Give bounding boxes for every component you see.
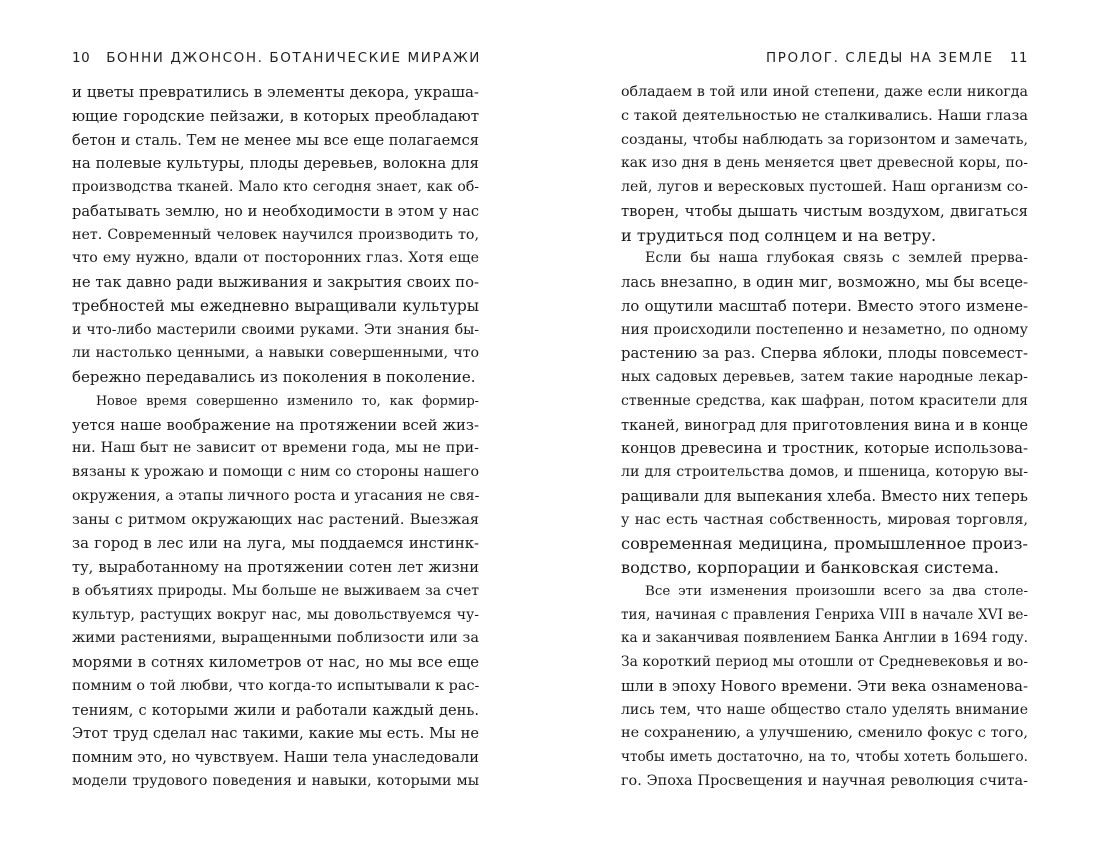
text-line: вязаны к урожаю и помощи с ним со стороны нашего [72, 464, 479, 480]
text-line: не сохранению, а улучшению, сменило фокус с того, [621, 725, 1028, 742]
text-line: творен, чтобы дышать чистым воздухом, двигаться [621, 202, 1028, 220]
text-line: ту, выработанному на протяжении сотен лет жизни [72, 559, 479, 576]
text-line: ращивали для выпекания хлеба. Вместо них теперь [621, 487, 1028, 505]
text-line: что ему нужно, вдали от посторонних глаз. Хотя еще [72, 250, 479, 267]
text-line: ли для строительства домов, и пшеница, которую вы- [621, 464, 1028, 480]
text-line: жими растениями, выращенными поблизости или за [72, 630, 479, 647]
text-line: рабатывать землю, но и необходимости в этом у нас [72, 202, 479, 220]
text-line: Новое время совершенно изменило то, как формир- [96, 393, 479, 409]
text-line: культур, растущих вокруг нас, мы довольствуемся чу- [72, 606, 479, 623]
text-line: у нас есть частная собственность, мировая торговля, [621, 511, 1028, 528]
text-line: и цветы превратились в элементы декора, украша- [72, 83, 479, 101]
right-page-text [621, 81, 1028, 794]
page-number-right: 11 [1009, 50, 1028, 66]
text-line: растению за раз. Сперва яблоки, плоды повсемест- [621, 345, 1028, 363]
text-line: шли в эпоху Нового времени. Эти века ознаменова- [621, 677, 1028, 695]
text-line: бетон и сталь. Тем не менее мы все еще полагаемся [72, 131, 479, 149]
running-head-title-left: БОННИ ДЖОНСОН. БОТАНИЧЕСКИЕ МИРАЖИ [106, 50, 481, 66]
text-line: на полевые культуры, плоды деревьев, волокна для [72, 155, 479, 173]
text-line: заны с ритмом окружающих нас растений. Выезжая [72, 511, 479, 528]
text-line: бережно передавались из поколения в поколение. [72, 368, 476, 386]
text-line: За короткий период мы отошли от Средневековья и во- [621, 654, 1028, 670]
text-line: концов древесина и тростник, которые использова- [621, 440, 1028, 458]
left-page-text [72, 81, 479, 794]
text-line: помним это, но чувствуем. Наши тела унаследовали [72, 749, 480, 766]
running-head-left [72, 49, 479, 67]
text-line: ло ощутили масштаб потери. Вместо этого измене- [621, 297, 1028, 315]
text-line: помним о той любви, что когда-то испытывали к рас- [72, 677, 480, 694]
text-line: как изо дня в день меняется цвет древесной коры, по- [621, 155, 1028, 172]
text-line: лась внезапно, в один миг, возможно, мы бы всеце- [621, 274, 1028, 291]
text-line: созданы, чтобы наблюдать за горизонтом и замечать, [621, 131, 1028, 148]
text-line: производства тканей. Мало кто сегодня знает, как об- [72, 179, 479, 195]
text-line: тениям, с которыми жили и работали каждый день. [72, 701, 479, 719]
text-line: обладаем в той или иной степени, даже если никогда [621, 84, 1028, 100]
text-line: окружения, а этапы личного роста и угасания не свя- [72, 487, 480, 504]
text-line: и трудиться под солнцем и на ветру. [621, 225, 937, 245]
text-line: требностей мы ежедневно выращивали культуры [72, 296, 479, 315]
text-line: ющие городские пейзажи, в которых преобладают [72, 106, 479, 125]
text-line: ственные средства, как шафран, потом красители для [621, 392, 1028, 409]
text-line: водство, корпорации и банковская система. [621, 558, 1000, 577]
text-line: за город в лес или на луга, мы поддаемся инстинк- [72, 535, 479, 553]
text-line: нет. Современный человек научился производить то, [72, 226, 479, 243]
text-line: лись тем, что наше общество стало уделять внимание [621, 701, 1028, 718]
text-line: современная медицина, промышленное произ- [621, 534, 1028, 554]
text-line: го. Эпоха Просвещения и научная революция счита- [621, 772, 1028, 789]
text-line: ния происходили постепенно и незаметно, по одному [621, 321, 1028, 338]
text-line: лей, лугов и вересковых пустошей. Наш организм со- [621, 179, 1028, 195]
text-line: с такой деятельностью не сталкивались. Наши глаза [621, 107, 1028, 124]
text-line: ных садовых деревьев, затем такие народные лекар- [621, 369, 1028, 385]
text-line: модели трудового поведения и навыки, которыми мы [72, 772, 479, 789]
text-line: ка и заканчивая появлением Банка Англии в 1694 году. [621, 630, 1028, 647]
text-line: чтобы иметь достаточно, на то, чтобы хотеть большего. [621, 749, 1028, 765]
text-line: морями в сотнях километров от нас, но мы все еще [72, 654, 479, 671]
text-line: Если бы наша глубокая связь с землей прерва- [645, 250, 1028, 267]
text-line: ни. Наш быт не зависит от времени года, мы не при- [72, 440, 479, 457]
text-line: Все эти изменения произошли всего за два столе- [645, 583, 1028, 599]
text-line: тия, начиная с правления Генриха VIII в начале XVI ве- [621, 606, 1028, 623]
text-line: и что-либо мастерили своими руками. Эти знания бы- [72, 321, 479, 338]
text-line: ли настолько ценными, а навыки совершенными, что [72, 345, 479, 362]
text-line: тканей, виноград для приготовления вина и в конце [621, 416, 1028, 434]
page-number-left: 10 [72, 50, 91, 66]
running-head-title-right: ПРОЛОГ. СЛЕДЫ НА ЗЕМЛЕ [766, 50, 994, 66]
text-line: в объятиях природы. Мы больше не выживаем за счет [72, 582, 479, 599]
text-line: не так давно ради выживания и закрытия своих по- [72, 274, 479, 291]
running-head-right [621, 49, 1028, 67]
text-line: уется наше воображение на протяжении всей жиз- [72, 416, 479, 434]
text-line: Этот труд сделал нас такими, какие мы есть. Мы не [72, 725, 479, 743]
